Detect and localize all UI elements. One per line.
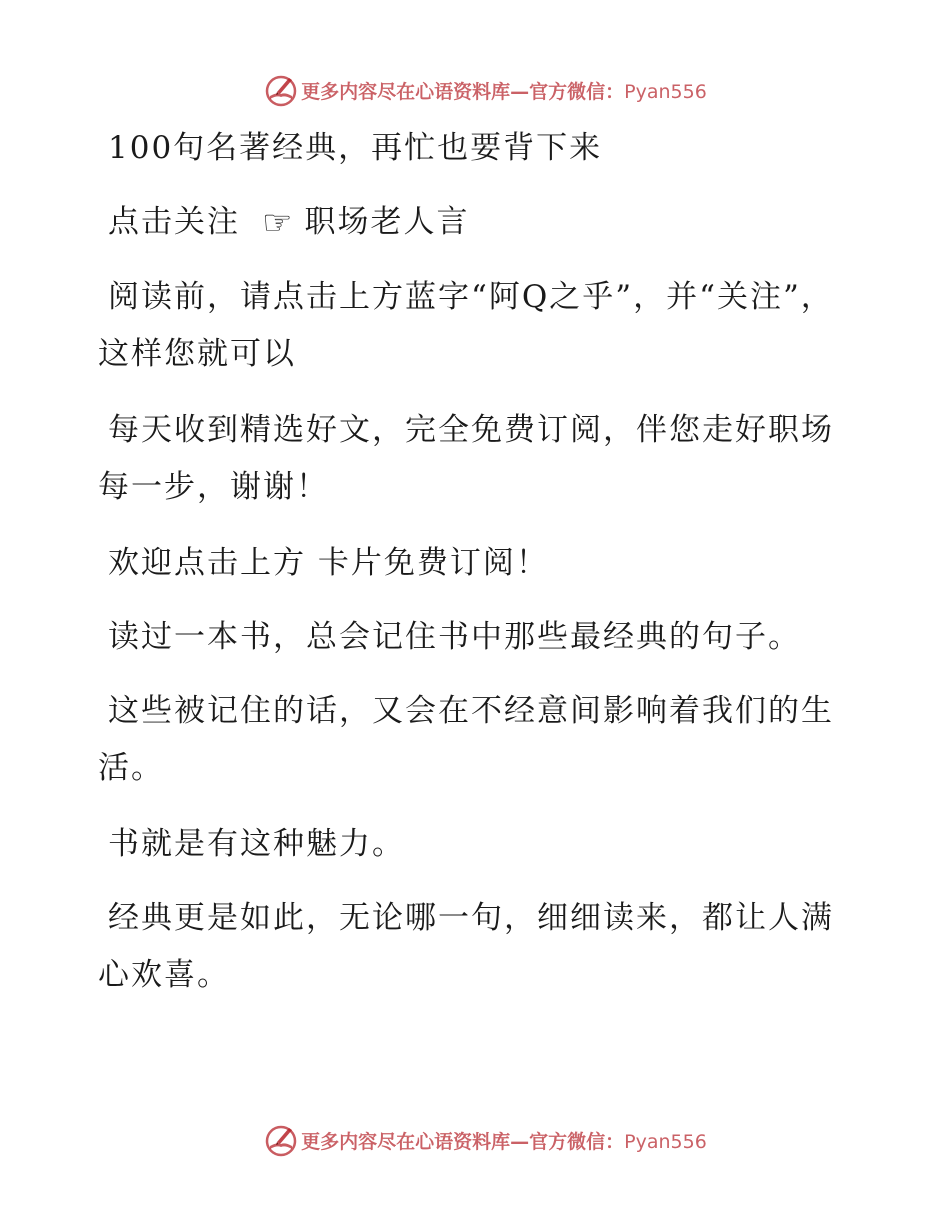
banner-text xyxy=(301,1127,707,1154)
paragraph: 阅读前，请点击上方蓝字“阿Q之乎”，并“关注”，这样您就可以 xyxy=(98,279,834,372)
follow-prefix: 点击关注 xyxy=(108,204,240,240)
book-pen-logo-icon xyxy=(263,1122,299,1158)
banner-text xyxy=(301,77,707,104)
paragraph: 这些被记住的话，又会在不经意间影响着我们的生活。 xyxy=(98,693,834,786)
pointing-finger-icon: ☞ xyxy=(262,203,295,243)
banner-content xyxy=(263,72,707,108)
header-watermark-banner xyxy=(0,70,950,110)
banner-label: 更多内容尽在心语资料库—官方微信： xyxy=(301,80,625,103)
footer-watermark-banner xyxy=(0,1120,950,1160)
wechat-id: Pyan556 xyxy=(624,80,707,103)
paragraph: 经典更是如此，无论哪一句，细细读来，都让人满心欢喜。 xyxy=(98,900,834,993)
banner-content xyxy=(263,1122,707,1158)
banner-label: 更多内容尽在心语资料库—官方微信： xyxy=(301,1130,625,1153)
paragraph: 每天收到精选好文，完全免费订阅，伴您走好职场每一步，谢谢！ xyxy=(98,412,834,505)
follow-line xyxy=(98,194,838,252)
article-body xyxy=(98,120,838,1023)
paragraph: 书就是有这种魅力。 xyxy=(108,826,405,862)
article-title: 100句名著经典，再忙也要背下来 xyxy=(108,130,603,166)
paragraph: 欢迎点击上方 卡片免费订阅！ xyxy=(108,545,549,581)
book-pen-logo-icon xyxy=(263,72,299,108)
follow-account-link[interactable]: 职场老人言 xyxy=(304,204,470,240)
wechat-id: Pyan556 xyxy=(624,1130,707,1153)
paragraph: 读过一本书，总会记住书中那些最经典的句子。 xyxy=(108,619,801,655)
